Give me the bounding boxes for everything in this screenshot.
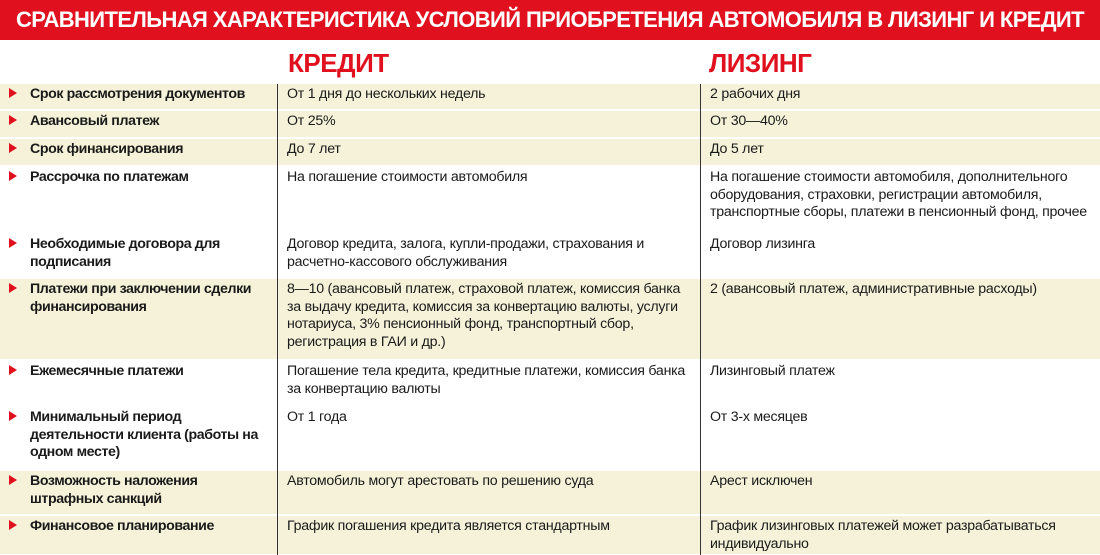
bullet-arrow-icon (9, 283, 17, 293)
credit-cell: На погашение стоимости автомобиля (287, 169, 528, 185)
row-label: Срок рассмотрения документов (30, 86, 245, 102)
row-label: Возможность наложения штрафных санкций (30, 473, 198, 507)
bullet-arrow-icon (9, 520, 17, 530)
bullet-arrow-icon (9, 238, 17, 248)
bullet-arrow-icon (9, 475, 17, 485)
table-row (0, 139, 1100, 166)
bullet-arrow-icon (9, 143, 17, 153)
leasing-cell: Арест исключен (710, 473, 813, 489)
leasing-cell: Лизинговый платеж (710, 363, 835, 379)
leasing-cell: График лизинговых платежей может разрабатываться индивидуально (710, 518, 1056, 552)
row-label: Платежи при заключении сделки финансирования (30, 281, 252, 315)
row-label: Авансовый платеж (30, 113, 160, 129)
leasing-cell: От 3-х месяцев (710, 409, 808, 425)
credit-cell: 8—10 (авансовый платеж, страховой платеж, комиссия банка за выдачу кредита, комиссия за конвертацию валюты, услуги нотариуса, 3% пенсионный фонд, транспортный сбор, регистрация в ГАИ и др.) (287, 281, 681, 350)
credit-cell: До 7 лет (287, 141, 341, 157)
bullet-arrow-icon (9, 171, 17, 181)
credit-cell: От 25% (287, 113, 336, 129)
bullet-arrow-icon (9, 411, 17, 421)
column-divider-left (277, 84, 278, 555)
row-label: Минимальный период деятельности клиента (работы на одном месте) (30, 409, 258, 461)
bullet-arrow-icon (9, 115, 17, 125)
leasing-cell: От 30—40% (710, 113, 788, 129)
page-title: СРАВНИТЕЛЬНАЯ ХАРАКТЕРИСТИКА УСЛОВИЙ ПРИОБРЕТЕНИЯ АВТОМОБИЛЯ В ЛИЗИНГ И КРЕДИТ (0, 0, 1100, 40)
credit-cell: От 1 года (287, 409, 347, 425)
row-label: Срок финансирования (30, 141, 184, 157)
column-header-credit: КРЕДИТ (288, 48, 389, 78)
bullet-arrow-icon (9, 365, 17, 375)
table-row (0, 516, 1100, 555)
leasing-cell: На погашение стоимости автомобиля, дополнительного оборудования, страховки, регистрации автомобиля, транспортные сборы, платежи в пенсионный фонд, прочее (710, 169, 1087, 221)
column-headers (0, 40, 1100, 84)
row-label: Необходимые договора для подписания (30, 236, 220, 270)
table-row (0, 167, 1100, 233)
table-row (0, 234, 1100, 278)
bullet-arrow-icon (9, 88, 17, 98)
credit-cell: Автомобиль могут арестовать по решению суда (287, 473, 594, 489)
table-row (0, 279, 1100, 360)
table-row (0, 407, 1100, 470)
column-divider-right (700, 84, 701, 555)
leasing-cell: До 5 лет (710, 141, 764, 157)
credit-cell: Погашение тела кредита, кредитные платежи, комиссия банка за конвертацию валюты (287, 363, 686, 397)
table-row (0, 111, 1100, 138)
column-header-leasing: ЛИЗИНГ (709, 48, 812, 78)
credit-cell: График погашения кредита является стандартным (287, 518, 610, 534)
row-label: Рассрочка по платежам (30, 169, 189, 185)
credit-cell: Договор кредита, залога, купли-продажи, страхования и расчетно-кассового обслуживания (287, 236, 645, 270)
credit-cell: От 1 дня до нескольких недель (287, 86, 486, 102)
table-row (0, 471, 1100, 515)
row-label: Финансовое планирование (30, 518, 214, 534)
table-row (0, 361, 1100, 406)
table-row (0, 84, 1100, 110)
leasing-cell: 2 (авансовый платеж, административные расходы) (710, 281, 1037, 297)
leasing-cell: Договор лизинга (710, 236, 815, 252)
leasing-cell: 2 рабочих дня (710, 86, 801, 102)
row-label: Ежемесячные платежи (30, 363, 184, 379)
